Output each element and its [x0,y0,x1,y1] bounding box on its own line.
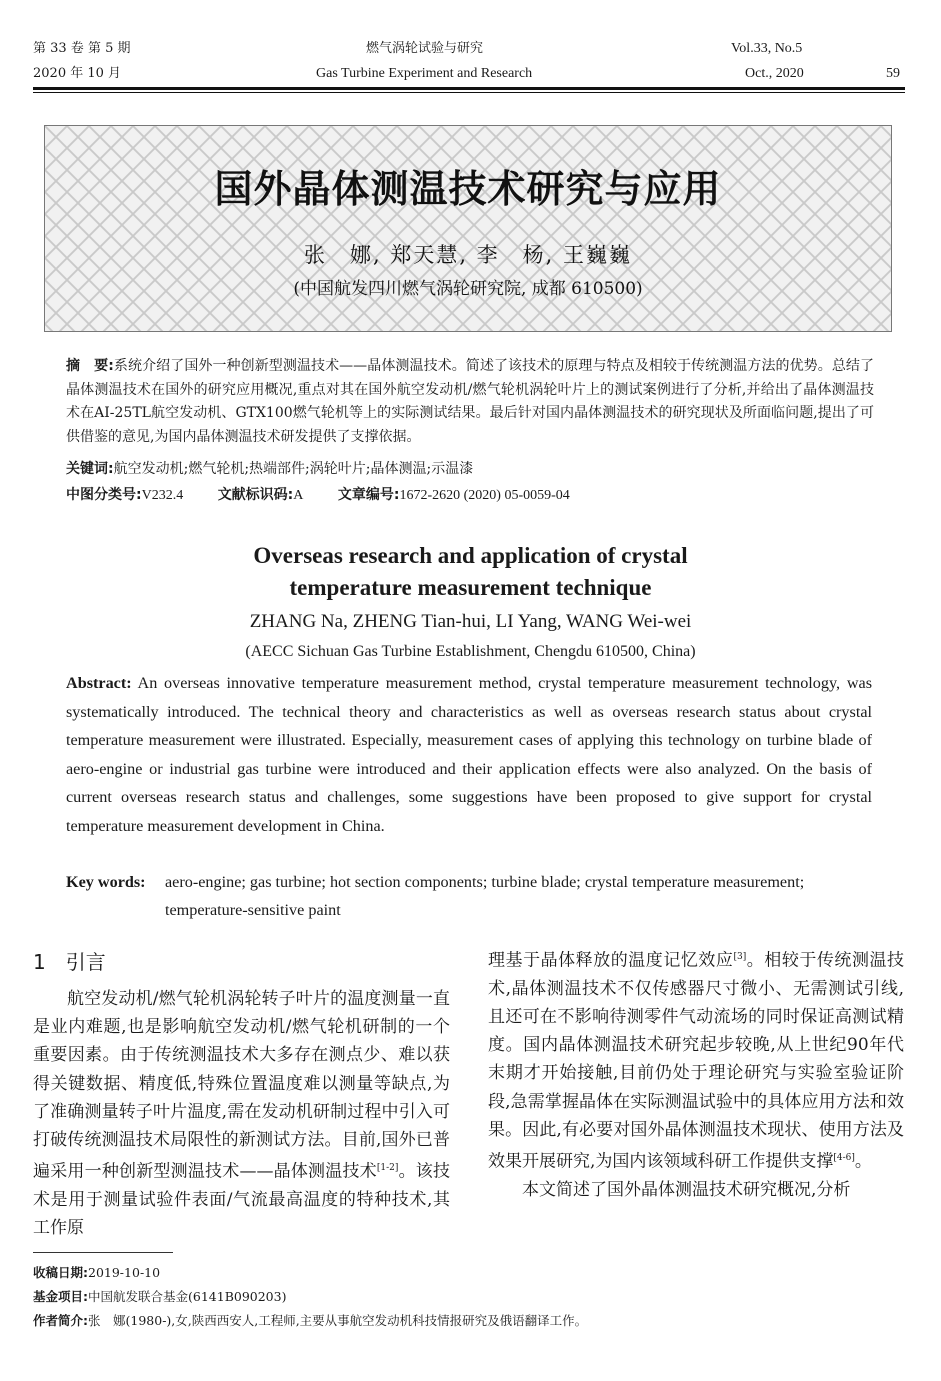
footnote-rule [33,1252,173,1253]
header-rule-thick [33,87,905,90]
paragraph: 本文简述了国外晶体测温技术研究概况,分析 [522,1179,851,1200]
title-box [44,125,892,332]
right-paragraph-text-c: 。 [854,1151,872,1172]
abstract-text-en: An overseas innovative temperature measurement method, crystal temperature measurement technology, was systematically introduced. The technical theory and characteristics as well as overseas research status about crystal temperature measurement were illustrated. Especially, measurement cases of applying this technology on turbine blade of aero-engine or industrial gas turbine were introduced and their application effects were also analyzed. On the basis of current overseas research status and challenges, some suggestions have been proposed to give support for crystal temperature measurement development in China. [66,674,873,835]
chinese-title: 国外晶体测温技术研究与应用 [214,167,722,211]
english-affiliation: (AECC Sichuan Gas Turbine Establishment, Chengdu 610500, China) [245,643,696,660]
doc-code-label: 文献标识码: [217,487,294,503]
author-label: 作者简介: [33,1313,88,1328]
fund-label: 基金项目: [33,1289,88,1304]
chinese-affiliation: (中国航发四川燃气涡轮研究院, 成都 610500) [293,279,643,299]
left-paragraph-text-a: 航空发动机/燃气轮机涡轮转子叶片的温度测量一直是业内难题,也是影响航空发动机/燃气轮机研制的一个重要因素。由于传统测温技术大多存在测点少、难以获得关键数据、精度低,特殊位置温度难以测量等缺点,为了准确测量转子叶片温度,需在发动机研制过程中引入可打破传统测温技术局限性的新测试方法。目前,国外已普遍采用一种创新型测温技术——晶体测温技术 [33,989,450,1182]
clc-label: 中图分类号: [66,487,142,503]
abstract-label-cn: 摘 要: [66,358,114,374]
right-paragraph-text-a: 理基于晶体释放的温度记忆效应 [488,950,734,971]
clc-value: V232.4 [141,488,184,503]
fund-value: 中国航发联合基金(6141B090203) [88,1289,287,1304]
body-right-column [488,943,904,1204]
citation-ref: [4-6] [833,1153,855,1164]
citation-ref: [3] [733,952,747,962]
chinese-authors: 张 娜, 郑天慧, 李 杨, 王巍巍 [303,243,633,267]
chinese-keywords [66,458,874,482]
citation-ref: [1-2] [376,1163,399,1174]
english-title-line-1: Overseas research and application of crystal [253,543,688,568]
chinese-abstract [66,355,874,449]
paragraph [33,985,450,1242]
keywords-text-en: aero-engine; gas turbine; hot section components; turbine blade; crystal temperature measurement; temperature-sensitive paint [165,873,805,919]
header-rule-thin [33,92,905,93]
english-title [0,540,941,604]
english-authors: ZHANG Na, ZHENG Tian-hui, LI Yang, WANG Wei-wei [249,611,692,632]
header-journal-name-cn: 燃气涡轮试验与研究 [366,41,484,56]
header-date-en: Oct., 2020 [745,66,804,81]
left-paragraph-text-b: 。该技术是用于测量试验件表面/气流最高温度的特种技术,其工作原 [33,1161,451,1239]
section-heading: 1 引言 [33,950,106,974]
english-title-line-2: temperature measurement technique [289,575,652,600]
header-journal-name-en: Gas Turbine Experiment and Research [316,66,533,81]
header-volume-issue-en: Vol.33, No.5 [731,41,803,56]
footnote-received [33,1263,160,1281]
received-value: 2019-10-10 [88,1265,161,1280]
keywords-label-en: Key words: [66,873,146,891]
header-volume-issue-cn: 第 33 卷 第 5 期 [33,41,131,56]
english-abstract [66,669,872,841]
header-page-number: 59 [886,66,900,81]
footnote-fund [33,1287,286,1305]
paragraph [488,943,904,1176]
author-value: 张 娜(1980-),女,陕西西安人,工程师,主要从事航空发动机科技情报研究及俄语翻译工作。 [88,1313,588,1328]
abstract-label-en: Abstract: [66,674,132,692]
right-paragraph-text-b: 。相较于传统测温技术,晶体测温技术不仅传感器尺寸微小、无需测试引线,且还可在不影响待测零件气动流场的同时保证高测试精度。国内晶体测温技术研究起步较晚,从上世纪90年代末期才开始接触,目前仍处于理论研究与实验室验证阶段,急需掌握晶体在实际测温试验中的具体应用方法和效果。因此,有必要对国外晶体测温技术现状、使用方法及效果开展研究,为国内该领域科研工作提供支撑 [488,950,905,1172]
doc-code-value: A [293,488,304,503]
footnote-author [33,1311,587,1329]
article-no-label: 文章编号: [337,487,400,503]
classification-line [66,484,570,504]
keywords-text-cn: 航空发动机;燃气轮机;热端部件;涡轮叶片;晶体测温;示温漆 [113,461,474,477]
article-no-value: 1672-2620 (2020) 05-0059-04 [399,488,570,503]
body-left-column [33,985,450,1242]
keywords-label-cn: 关键词: [66,461,114,477]
abstract-text-cn: 系统介绍了国外一种创新型测温技术——晶体测温技术。简述了该技术的原理与特点及相较于传统测温方法的优势。总结了晶体测温技术在国外的研究应用概况,重点对其在国外航空发动机/燃气轮机涡轮叶片上的测试案例进行了分析,并给出了晶体测温技术在AI-25TL航空发动机、GTX100燃气轮机等上的实际测试结果。最后针对国内晶体测温技术的研究现状及所面临问题,提出了可供借鉴的意见,为国内晶体测温技术研发提供了支撑依据。 [66,358,874,445]
header-date-cn: 2020 年 10 月 [33,66,122,81]
received-label: 收稿日期: [33,1265,88,1280]
